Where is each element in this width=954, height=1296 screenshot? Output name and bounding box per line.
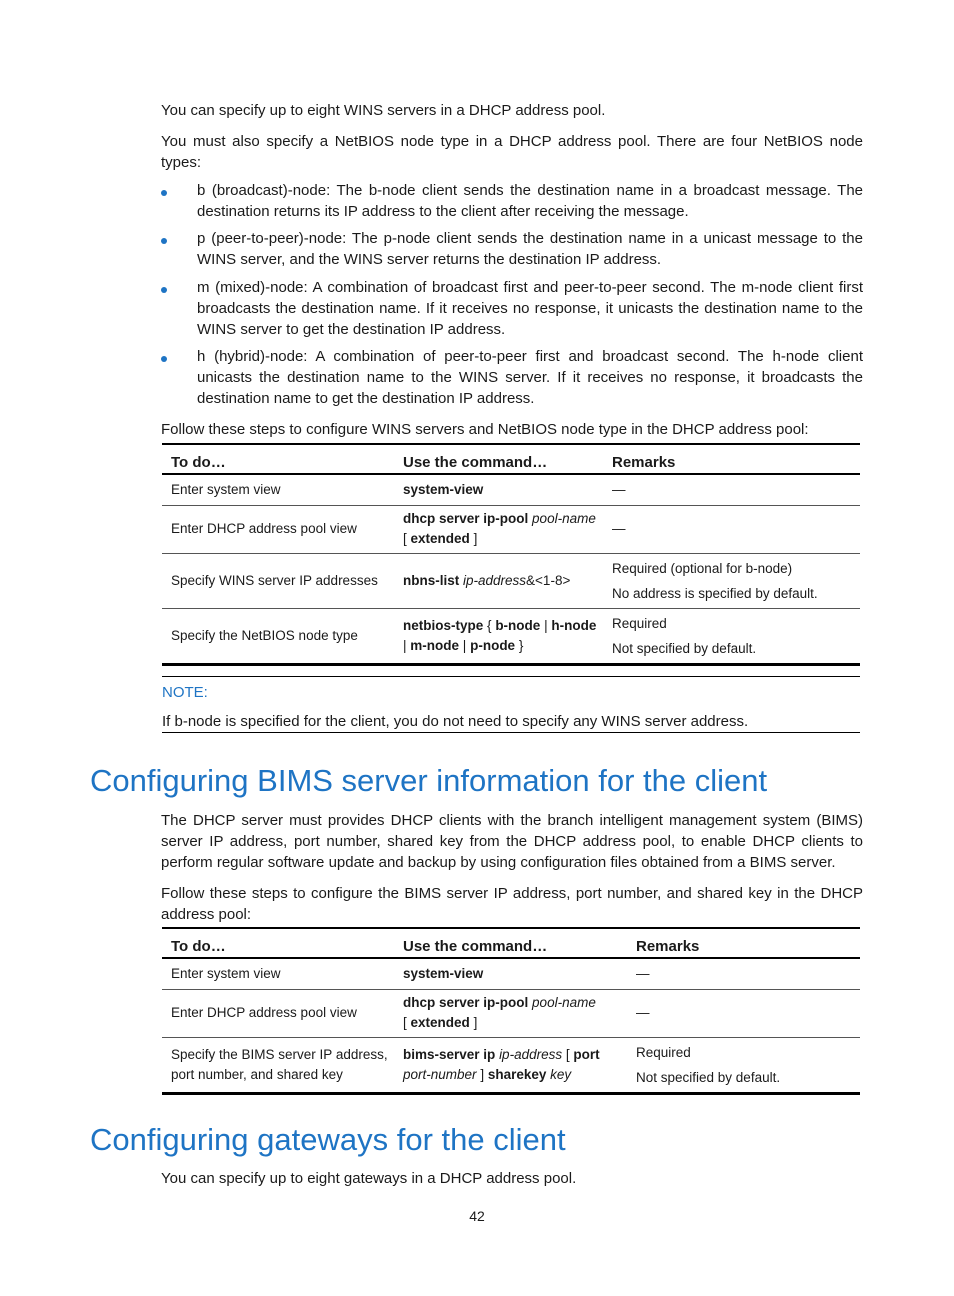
remarks-cell: Required Not specified by default.: [612, 615, 757, 656]
table-row: [162, 1037, 860, 1093]
para-bims: The DHCP server must provides DHCP clients with the branch intelligent management system (BIMS) server IP address, port number, shared key from the DHCP address pool, to enable DHCP clients to perform regular software update and backup by using configuration files obtained from a BIMS server.: [161, 812, 863, 871]
para-netbios-types: You must also specify a NetBIOS node type in a DHCP address pool. There are four NetBIOS node types:: [161, 133, 863, 171]
para-follow-bims: Follow these steps to configure the BIMS server IP address, port number, and shared key in the DHCP address pool:: [161, 885, 863, 923]
todo-cell: Enter DHCP address pool view: [171, 521, 357, 536]
remarks-cell: —: [612, 521, 626, 536]
bullet-icon: [161, 280, 169, 288]
note-bottom-rule: [162, 732, 860, 733]
column-header-remarks: Remarks: [612, 454, 676, 471]
table-row: [162, 958, 860, 989]
todo-cell: Enter system view: [171, 965, 281, 981]
bullet-p-node: p (peer-to-peer)-node: The p-node client sends the destination name in a unicast message to the WINS server, and the WINS server returns the destination IP address.: [197, 230, 863, 268]
remarks-cell: —: [612, 481, 626, 497]
command-cell: dhcp server ip-pool pool-name [ extended ]: [403, 995, 596, 1030]
note-text: If b-node is specified for the client, you do not need to specify any WINS server address.: [162, 713, 749, 730]
bullet-icon: [161, 349, 169, 357]
table-row: [162, 553, 860, 608]
command-cell: bims-server ip ip-address [ port port-number ] sharekey key: [403, 1046, 600, 1082]
todo-cell: Enter DHCP address pool view: [171, 1005, 357, 1020]
para-gateways: You can specify up to eight gateways in a DHCP address pool.: [161, 1170, 577, 1187]
wins-command-table: [162, 443, 860, 666]
command-cell: system-view: [403, 481, 484, 497]
bullet-b-node: b (broadcast)-node: The b-node client sends the destination name in a broadcast message. The destination returns its IP address to the client after receiving the message.: [197, 182, 863, 220]
bullet-m-node: m (mixed)-node: A combination of broadcast first and peer-to-peer second. The m-node client first broadcasts the destination name. If it receives no response, it unicasts the destination name to the WINS server to get the destination IP address.: [197, 279, 863, 338]
todo-cell: Specify the BIMS server IP address, port number, and shared key: [171, 1046, 388, 1082]
note-label: NOTE:: [162, 684, 208, 701]
column-header-todo: To do…: [171, 938, 226, 955]
column-header-command: Use the command…: [403, 454, 548, 471]
column-header-command: Use the command…: [403, 938, 548, 955]
page-number: 42: [469, 1208, 485, 1224]
command-cell: system-view: [403, 965, 484, 981]
column-header-remarks: Remarks: [636, 938, 700, 955]
para-follow-wins: Follow these steps to configure WINS servers and NetBIOS node type in the DHCP address pool:: [161, 421, 809, 438]
table-header-row: [162, 444, 860, 474]
todo-cell: Specify the NetBIOS node type: [171, 627, 358, 643]
table-row: [162, 505, 860, 553]
remarks-cell: Required Not specified by default.: [636, 1044, 781, 1085]
bims-command-table: [162, 927, 860, 1095]
bullet-icon: [161, 183, 169, 191]
bullet-h-node: h (hybrid)-node: A combination of peer-to-peer first and broadcast second. The h-node client unicasts the destination name to the WINS server. If it receives no response, it broadcasts the destination name to get the destination IP address.: [197, 348, 863, 407]
column-header-todo: To do…: [171, 454, 226, 471]
table-row: [162, 474, 860, 505]
command-cell: nbns-list ip-address&<1-8>: [403, 572, 571, 588]
bullet-icon: [161, 231, 169, 239]
remarks-cell: —: [636, 965, 650, 981]
remarks-cell: —: [636, 1005, 650, 1020]
todo-cell: Enter system view: [171, 481, 281, 497]
todo-cell: Specify WINS server IP addresses: [171, 572, 378, 588]
heading-bims: Configuring BIMS server information for the client: [90, 763, 768, 798]
para-wins-count: You can specify up to eight WINS servers in a DHCP address pool.: [161, 102, 606, 119]
command-cell: dhcp server ip-pool pool-name [ extended ]: [403, 511, 596, 546]
heading-gateways: Configuring gateways for the client: [90, 1122, 566, 1157]
note-top-rule: [162, 676, 860, 677]
command-cell: netbios-type { b-node | h-node | m-node | p-node }: [403, 617, 597, 653]
table-row: [162, 608, 860, 664]
table-header-row: [162, 928, 860, 958]
remarks-cell: Required (optional for b-node) No address is specified by default.: [612, 560, 818, 601]
table-row: [162, 989, 860, 1037]
